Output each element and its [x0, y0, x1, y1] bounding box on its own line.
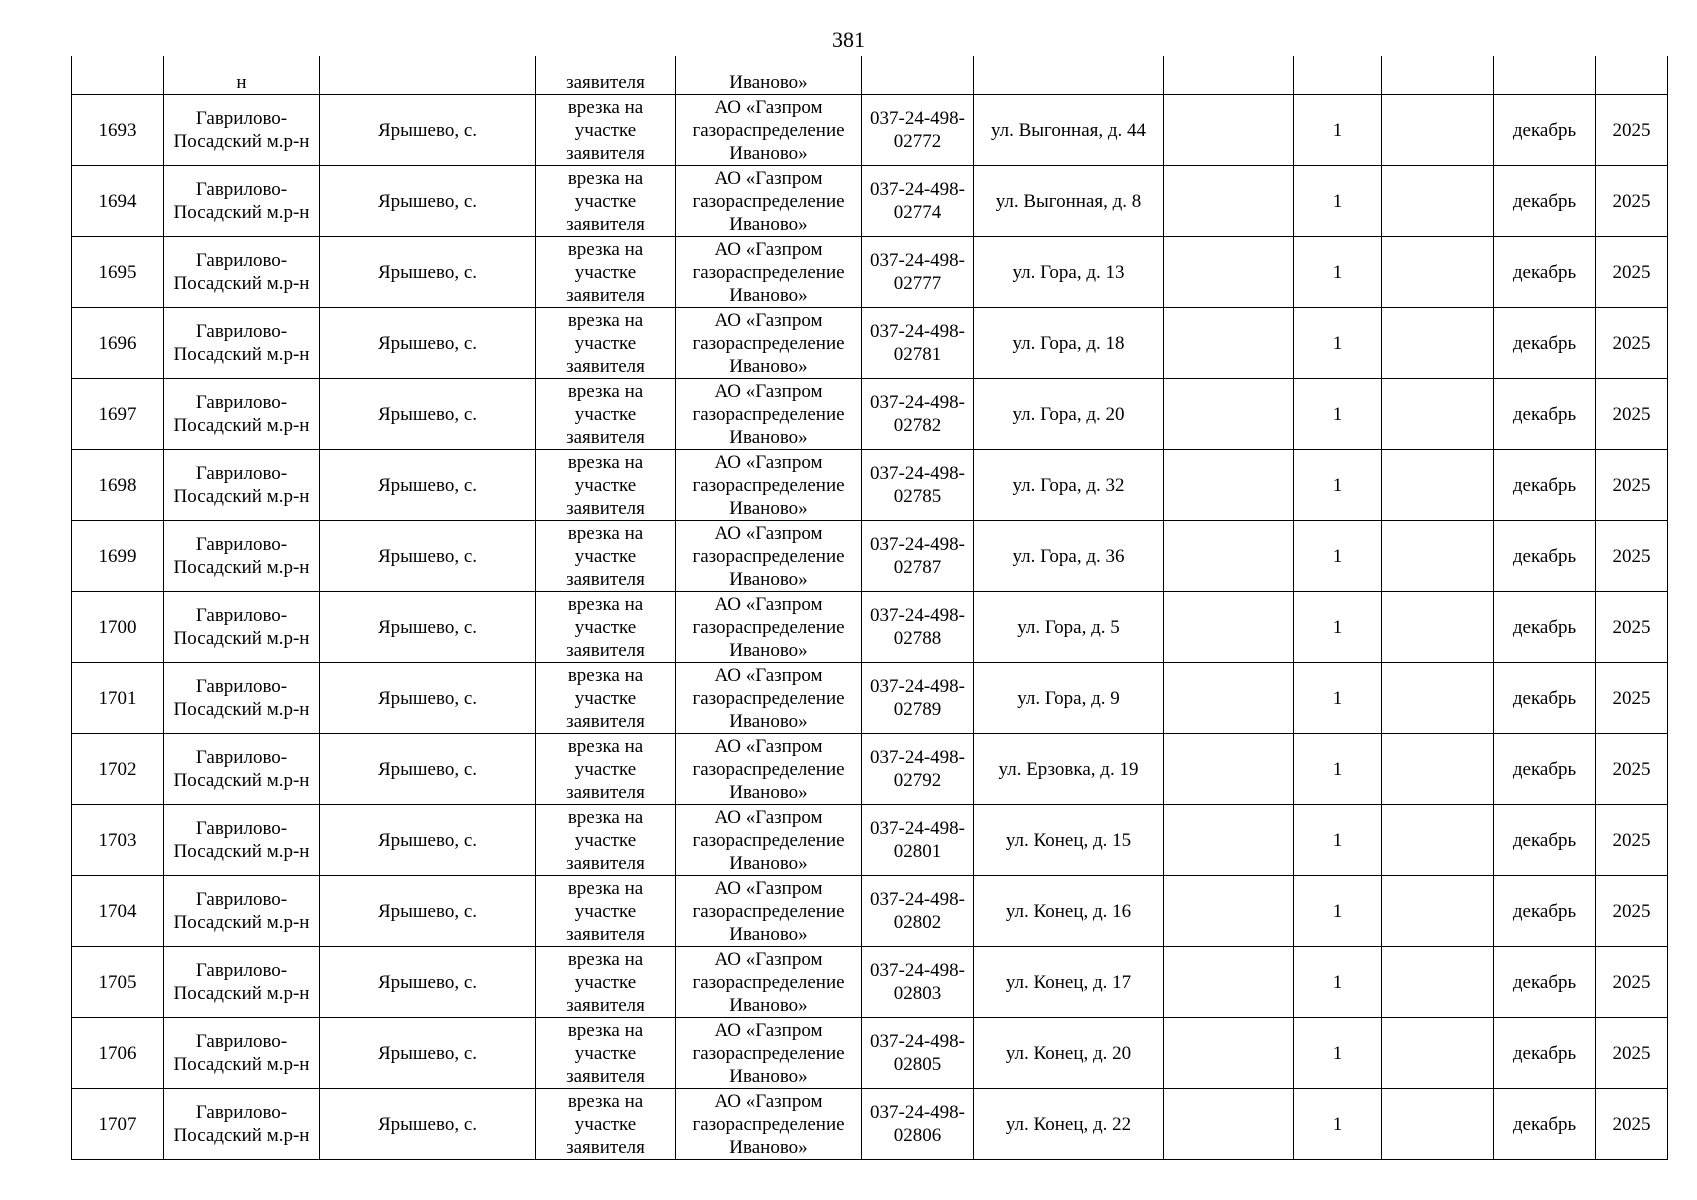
cell-organization: АО «Газпром газораспределение Иваново»: [676, 592, 862, 663]
cell-connection-type: врезка на участке заявителя: [536, 237, 676, 308]
cell-col8: [1164, 166, 1294, 237]
cell-address: ул. Гора, д. 9: [974, 663, 1164, 734]
cell-col10: [1382, 947, 1494, 1018]
table-row: [72, 734, 1668, 805]
cell-code: 037-24-498-02801: [862, 805, 974, 876]
cell-connection-type: врезка на участке заявителя: [536, 734, 676, 805]
cell-district: Гаврилово-Посадский м.р-н: [164, 592, 320, 663]
cell-year: 2025: [1596, 734, 1668, 805]
cell-num: 1693: [72, 95, 164, 166]
cell-address: ул. Конец, д. 22: [974, 1089, 1164, 1160]
cell-month: декабрь: [1494, 521, 1596, 592]
cell-district: Гаврилово-Посадский м.р-н: [164, 95, 320, 166]
cell-address: ул. Гора, д. 5: [974, 592, 1164, 663]
cell-quantity: 1: [1294, 237, 1382, 308]
cell-col10: [1382, 734, 1494, 805]
cell-quantity: 1: [1294, 876, 1382, 947]
cell-district: Гаврилово-Посадский м.р-н: [164, 450, 320, 521]
cell-organization: АО «Газпром газораспределение Иваново»: [676, 805, 862, 876]
table-row: [72, 308, 1668, 379]
cell-address: ул. Гора, д. 36: [974, 521, 1164, 592]
cell-quantity: 1: [1294, 1089, 1382, 1160]
cell-settlement: Ярышево, с.: [320, 876, 536, 947]
cell-month: декабрь: [1494, 663, 1596, 734]
table-row: [72, 876, 1668, 947]
cell-code: 037-24-498-02792: [862, 734, 974, 805]
cell-settlement: Ярышево, с.: [320, 805, 536, 876]
cell-col8: [1164, 237, 1294, 308]
cell-num: 1706: [72, 1018, 164, 1089]
cell-quantity: 1: [1294, 379, 1382, 450]
cell-quantity: 1: [1294, 308, 1382, 379]
cell-col10: [1382, 95, 1494, 166]
cell-year: 2025: [1596, 521, 1668, 592]
cell-month: декабрь: [1494, 450, 1596, 521]
cell-organization: АО «Газпром газораспределение Иваново»: [676, 1018, 862, 1089]
cell-col10: [1382, 450, 1494, 521]
cell-code: 037-24-498-02787: [862, 521, 974, 592]
cell-code: [862, 56, 974, 95]
cell-col10: [1382, 379, 1494, 450]
table-row: [72, 237, 1668, 308]
cell-settlement: Ярышево, с.: [320, 663, 536, 734]
cell-col8: [1164, 95, 1294, 166]
cell-organization: АО «Газпром газораспределение Иваново»: [676, 379, 862, 450]
cell-year: 2025: [1596, 166, 1668, 237]
cell-num: [72, 56, 164, 95]
cell-connection-type: врезка на участке заявителя: [536, 947, 676, 1018]
cell-district: Гаврилово-Посадский м.р-н: [164, 379, 320, 450]
cell-year: 2025: [1596, 663, 1668, 734]
table-body: [72, 56, 1668, 1160]
cell-col10: [1382, 592, 1494, 663]
cell-year: 2025: [1596, 876, 1668, 947]
cell-year: 2025: [1596, 1089, 1668, 1160]
cell-col8: [1164, 379, 1294, 450]
cell-settlement: Ярышево, с.: [320, 237, 536, 308]
cell-settlement: Ярышево, с.: [320, 308, 536, 379]
cell-district: Гаврилово-Посадский м.р-н: [164, 947, 320, 1018]
cell-year: 2025: [1596, 308, 1668, 379]
cell-month: декабрь: [1494, 379, 1596, 450]
table-row: [72, 592, 1668, 663]
cell-code: 037-24-498-02777: [862, 237, 974, 308]
cell-connection-type: врезка на участке заявителя: [536, 166, 676, 237]
cell-organization: АО «Газпром газораспределение Иваново»: [676, 876, 862, 947]
cell-col8: [1164, 876, 1294, 947]
cell-code: 037-24-498-02788: [862, 592, 974, 663]
gasification-table: [71, 56, 1668, 1160]
cell-settlement: [320, 56, 536, 95]
cell-address: ул. Конец, д. 20: [974, 1018, 1164, 1089]
cell-district: Гаврилово-Посадский м.р-н: [164, 805, 320, 876]
cell-district: Гаврилово-Посадский м.р-н: [164, 308, 320, 379]
cell-quantity: 1: [1294, 450, 1382, 521]
cell-code: 037-24-498-02806: [862, 1089, 974, 1160]
cell-district: Гаврилово-Посадский м.р-н: [164, 166, 320, 237]
cell-quantity: 1: [1294, 805, 1382, 876]
cell-connection-type: врезка на участке заявителя: [536, 592, 676, 663]
cell-connection-type: врезка на участке заявителя: [536, 379, 676, 450]
cell-code: 037-24-498-02772: [862, 95, 974, 166]
cell-num: 1700: [72, 592, 164, 663]
cell-col10: [1382, 308, 1494, 379]
cell-connection-type: врезка на участке заявителя: [536, 663, 676, 734]
cell-num: 1707: [72, 1089, 164, 1160]
cell-month: декабрь: [1494, 947, 1596, 1018]
cell-col8: [1164, 947, 1294, 1018]
cell-month: декабрь: [1494, 805, 1596, 876]
cell-num: 1694: [72, 166, 164, 237]
cell-district: Гаврилово-Посадский м.р-н: [164, 1089, 320, 1160]
cell-district: н: [164, 56, 320, 95]
cell-col8: [1164, 1018, 1294, 1089]
cell-month: декабрь: [1494, 95, 1596, 166]
cell-year: 2025: [1596, 450, 1668, 521]
cell-connection-type: врезка на участке заявителя: [536, 308, 676, 379]
cell-address: ул. Конец, д. 16: [974, 876, 1164, 947]
cell-settlement: Ярышево, с.: [320, 166, 536, 237]
table-row: [72, 379, 1668, 450]
cell-code: 037-24-498-02805: [862, 1018, 974, 1089]
cell-connection-type: врезка на участке заявителя: [536, 876, 676, 947]
cell-month: декабрь: [1494, 734, 1596, 805]
cell-col10: [1382, 166, 1494, 237]
cell-address: ул. Гора, д. 13: [974, 237, 1164, 308]
cell-connection-type: заявителя: [536, 56, 676, 95]
cell-num: 1697: [72, 379, 164, 450]
cell-quantity: 1: [1294, 166, 1382, 237]
cell-month: декабрь: [1494, 1089, 1596, 1160]
cell-address: [974, 56, 1164, 95]
cell-organization: АО «Газпром газораспределение Иваново»: [676, 95, 862, 166]
cell-col10: [1382, 1089, 1494, 1160]
cell-quantity: 1: [1294, 521, 1382, 592]
cell-num: 1695: [72, 237, 164, 308]
cell-code: 037-24-498-02802: [862, 876, 974, 947]
cell-district: Гаврилово-Посадский м.р-н: [164, 237, 320, 308]
cell-col10: [1382, 521, 1494, 592]
cell-organization: АО «Газпром газораспределение Иваново»: [676, 734, 862, 805]
cell-month: декабрь: [1494, 1018, 1596, 1089]
table-row: [72, 95, 1668, 166]
cell-col8: [1164, 805, 1294, 876]
cell-quantity: 1: [1294, 95, 1382, 166]
cell-address: ул. Ерзовка, д. 19: [974, 734, 1164, 805]
cell-address: ул. Выгонная, д. 8: [974, 166, 1164, 237]
cell-col10: [1382, 56, 1494, 95]
cell-settlement: Ярышево, с.: [320, 95, 536, 166]
cell-settlement: Ярышево, с.: [320, 379, 536, 450]
cell-connection-type: врезка на участке заявителя: [536, 450, 676, 521]
cell-month: [1494, 56, 1596, 95]
cell-month: декабрь: [1494, 237, 1596, 308]
cell-col10: [1382, 876, 1494, 947]
cell-settlement: Ярышево, с.: [320, 734, 536, 805]
cell-connection-type: врезка на участке заявителя: [536, 521, 676, 592]
cell-quantity: 1: [1294, 663, 1382, 734]
cell-col8: [1164, 1089, 1294, 1160]
cell-col8: [1164, 592, 1294, 663]
cell-col10: [1382, 237, 1494, 308]
cell-organization: АО «Газпром газораспределение Иваново»: [676, 308, 862, 379]
cell-settlement: Ярышево, с.: [320, 592, 536, 663]
cell-year: 2025: [1596, 805, 1668, 876]
cell-col10: [1382, 663, 1494, 734]
cell-district: Гаврилово-Посадский м.р-н: [164, 876, 320, 947]
cell-col8: [1164, 308, 1294, 379]
cell-year: 2025: [1596, 947, 1668, 1018]
cell-quantity: 1: [1294, 734, 1382, 805]
cell-year: 2025: [1596, 95, 1668, 166]
cell-num: 1698: [72, 450, 164, 521]
cell-code: 037-24-498-02782: [862, 379, 974, 450]
cell-district: Гаврилово-Посадский м.р-н: [164, 663, 320, 734]
cell-col8: [1164, 56, 1294, 95]
cell-settlement: Ярышево, с.: [320, 450, 536, 521]
cell-quantity: 1: [1294, 592, 1382, 663]
cell-col8: [1164, 450, 1294, 521]
cell-num: 1704: [72, 876, 164, 947]
cell-year: 2025: [1596, 237, 1668, 308]
cell-settlement: Ярышево, с.: [320, 1089, 536, 1160]
cell-address: ул. Гора, д. 18: [974, 308, 1164, 379]
cell-col8: [1164, 521, 1294, 592]
table-row: [72, 1018, 1668, 1089]
cell-year: 2025: [1596, 1018, 1668, 1089]
cell-col10: [1382, 805, 1494, 876]
cell-organization: АО «Газпром газораспределение Иваново»: [676, 450, 862, 521]
cell-settlement: Ярышево, с.: [320, 947, 536, 1018]
cell-quantity: [1294, 56, 1382, 95]
cell-settlement: Ярышево, с.: [320, 521, 536, 592]
cell-connection-type: врезка на участке заявителя: [536, 1089, 676, 1160]
table-row: [72, 166, 1668, 237]
cell-organization: АО «Газпром газораспределение Иваново»: [676, 663, 862, 734]
cell-month: декабрь: [1494, 166, 1596, 237]
cell-num: 1703: [72, 805, 164, 876]
page-number: 381: [832, 27, 865, 52]
cell-address: ул. Конец, д. 15: [974, 805, 1164, 876]
cell-address: ул. Выгонная, д. 44: [974, 95, 1164, 166]
cell-month: декабрь: [1494, 592, 1596, 663]
cell-num: 1699: [72, 521, 164, 592]
cell-settlement: Ярышево, с.: [320, 1018, 536, 1089]
cell-quantity: 1: [1294, 1018, 1382, 1089]
cell-code: 037-24-498-02774: [862, 166, 974, 237]
table-row: [72, 450, 1668, 521]
cell-code: 037-24-498-02789: [862, 663, 974, 734]
cell-organization: АО «Газпром газораспределение Иваново»: [676, 166, 862, 237]
cell-num: 1705: [72, 947, 164, 1018]
cell-month: декабрь: [1494, 308, 1596, 379]
cell-quantity: 1: [1294, 947, 1382, 1018]
table-row: [72, 947, 1668, 1018]
cell-organization: АО «Газпром газораспределение Иваново»: [676, 521, 862, 592]
cell-num: 1702: [72, 734, 164, 805]
cell-connection-type: врезка на участке заявителя: [536, 95, 676, 166]
table-row: [72, 521, 1668, 592]
cell-col8: [1164, 663, 1294, 734]
cell-district: Гаврилово-Посадский м.р-н: [164, 521, 320, 592]
cell-num: 1701: [72, 663, 164, 734]
cell-organization: АО «Газпром газораспределение Иваново»: [676, 237, 862, 308]
table-row: [72, 805, 1668, 876]
cell-district: Гаврилово-Посадский м.р-н: [164, 734, 320, 805]
cell-organization: АО «Газпром газораспределение Иваново»: [676, 947, 862, 1018]
cell-year: 2025: [1596, 379, 1668, 450]
cell-code: 037-24-498-02785: [862, 450, 974, 521]
cell-address: ул. Гора, д. 20: [974, 379, 1164, 450]
cell-year: 2025: [1596, 592, 1668, 663]
cell-month: декабрь: [1494, 876, 1596, 947]
table-row: [72, 1089, 1668, 1160]
cell-connection-type: врезка на участке заявителя: [536, 1018, 676, 1089]
cell-col8: [1164, 734, 1294, 805]
cell-address: ул. Гора, д. 32: [974, 450, 1164, 521]
cell-district: Гаврилово-Посадский м.р-н: [164, 1018, 320, 1089]
table-row: [72, 663, 1668, 734]
cell-code: 037-24-498-02781: [862, 308, 974, 379]
cell-organization: Иваново»: [676, 56, 862, 95]
cell-year: [1596, 56, 1668, 95]
cell-organization: АО «Газпром газораспределение Иваново»: [676, 1089, 862, 1160]
cell-num: 1696: [72, 308, 164, 379]
cell-col10: [1382, 1018, 1494, 1089]
table-row-continuation: [72, 56, 1668, 95]
cell-connection-type: врезка на участке заявителя: [536, 805, 676, 876]
cell-address: ул. Конец, д. 17: [974, 947, 1164, 1018]
cell-code: 037-24-498-02803: [862, 947, 974, 1018]
